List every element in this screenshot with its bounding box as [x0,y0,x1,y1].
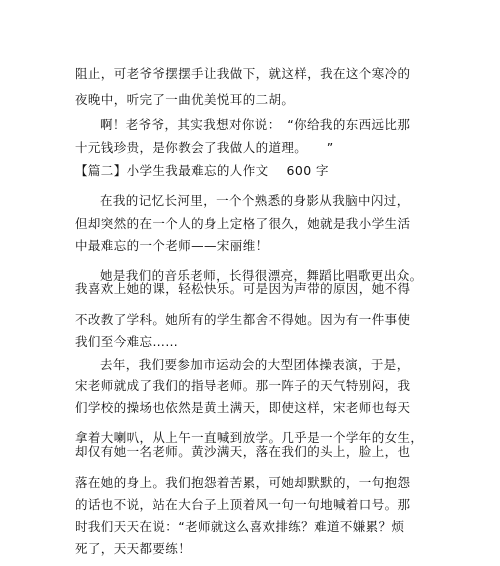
section-heading-title: 【篇二】小学生我最难忘的人作文 [75,163,269,178]
text-line: 宋老师就成了我们的指导老师。那一阵子的天气特别闷，我 [75,378,411,393]
text-line: 阻止，可老爷爷摆摆手让我做下，就这样，我在这个寒冷的 [75,66,411,81]
text-line: 却仅有她一名老师。黄沙满天，落在我们的头上，脸上，也 [75,444,411,459]
word-count: 600 字 [286,163,329,178]
text-line: 拿着大喇叭，从上午一直喊到放学。几乎是一个学年的女生， [75,430,424,445]
text-line: 十元钱珍贵，是你教会了我做人的道理。 ” [75,140,334,155]
text-line: 在我的记忆长河里，一个个熟悉的身影从我脑中闪过， [100,193,410,208]
text-line: 中最难忘的一个老师——宋丽维！ [75,238,269,253]
text-line: 我喜欢上她的课，轻松快乐。可是因为声带的原因，她不得 [75,281,411,296]
text-line: 落在她的身上。我们抱怨着苦累，可她却默默的，一句抱怨 [75,475,411,490]
text-line: 时我们天天在说：“老师就这么喜欢排练？难道不嫌累？烦 [75,519,405,534]
text-line: 死了，天天都要练！ [75,541,192,556]
text-line: 不改教了学科。她所有的学生都舍不得她。因为有一件事使 [75,312,411,327]
text-line: 们学校的操场也依然是黄土满天，即使这样，宋老师也每天 [75,400,411,415]
section-heading [75,163,329,179]
text-line: 去年，我们要参加市运动会的大型团体操表演，于是， [100,357,410,372]
text-line: 夜晚中，听完了一曲优美悦耳的二胡。 [75,92,295,107]
text-line: 我们至今难忘…… [75,334,179,349]
text-line: 她是我们的音乐老师，长得很漂亮，舞蹈比唱歌更出众。 [100,268,423,283]
text-line: 的话也不说，站在大台子上顶着风一句一句地喊着口号。那 [75,497,411,512]
text-line: 但却突然的在一个人的身上定格了很久，她就是我小学生活 [75,216,411,231]
text-line: 啊！老爷爷，其实我想对你说： “你给我的东西远比那 [100,117,411,132]
